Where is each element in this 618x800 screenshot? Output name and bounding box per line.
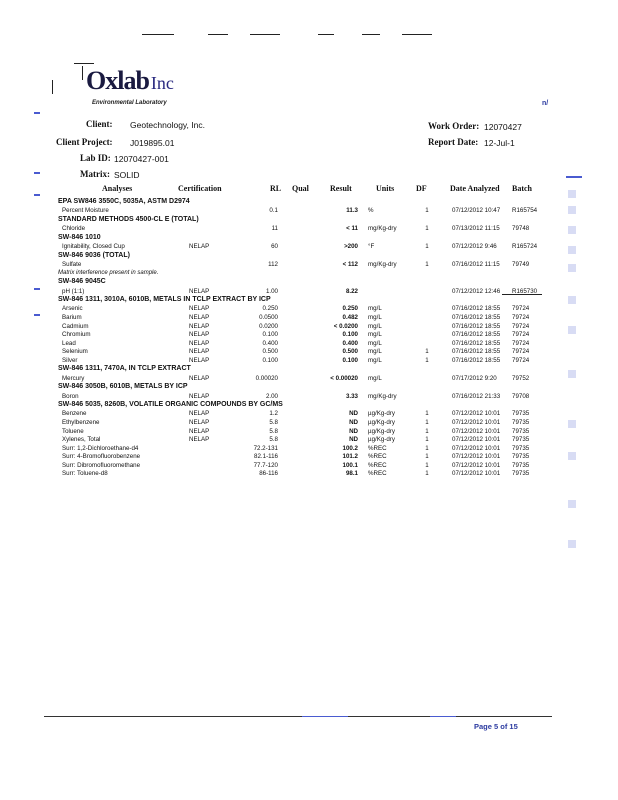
result-value: 0.100 — [342, 356, 358, 364]
dilution-factor: 1 — [425, 356, 429, 364]
section-title: SW-846 1010 — [58, 233, 101, 241]
labid-label: Lab ID: — [80, 153, 111, 163]
reportdate-value: 12-Jul-1 — [484, 138, 515, 148]
units: mg/L — [368, 305, 382, 313]
col-certification: Certification — [178, 184, 222, 193]
analyte-name: Arsenic — [62, 305, 83, 313]
date-analyzed: 07/12/2012 10:01 — [452, 427, 501, 435]
section-title: SW-846 1311, 3010A, 6010B, METALS IN TCLP EXTRACT BY ICP — [58, 296, 271, 304]
units: %REC — [368, 453, 387, 461]
col-qual: Qual — [292, 184, 309, 193]
reporting-limit: 0.100 — [262, 356, 278, 364]
units: mg/Kg-dry — [368, 392, 397, 400]
certification: NELAP — [189, 418, 210, 426]
units: %REC — [368, 461, 387, 469]
date-analyzed: 07/12/2012 10:01 — [452, 410, 501, 418]
client-label: Client: — [86, 119, 113, 129]
result-value: 0.400 — [342, 339, 358, 347]
certification: NELAP — [189, 374, 210, 382]
analyte-name: Barium — [62, 313, 82, 321]
date-analyzed: 07/17/2012 9:20 — [452, 374, 497, 382]
analyte-name: Selenium — [62, 348, 88, 356]
reporting-limit: 72.2-131 — [253, 444, 278, 452]
result-value: 8.22 — [345, 287, 358, 295]
reporting-limit: 0.0200 — [259, 322, 278, 330]
section-title: SW-846 9045C — [58, 278, 106, 286]
date-analyzed: 07/16/2012 18:55 — [452, 305, 501, 313]
certification: NELAP — [189, 339, 210, 347]
reporting-limit: 5.8 — [269, 436, 278, 444]
analyte-name: Ignitability, Closed Cup — [62, 243, 125, 251]
certification: NELAP — [189, 287, 210, 295]
section-title: SW-846 3050B, 6010B, METALS BY ICP — [58, 383, 188, 391]
reporting-limit: 0.250 — [262, 305, 278, 313]
result-value: 101.2 — [342, 453, 358, 461]
analyte-name: Surr: Toluene-d8 — [62, 470, 108, 478]
analyte-name: Percent Moisture — [62, 207, 109, 215]
units: mg/L — [368, 356, 382, 364]
dilution-factor: 1 — [425, 436, 429, 444]
units: mg/L — [368, 331, 382, 339]
analyte-name: Sulfate — [62, 261, 82, 269]
result-value: 100.1 — [342, 461, 358, 469]
client-value: Geotechnology, Inc. — [130, 120, 205, 130]
section-title: EPA SW846 3550C, 5035A, ASTM D2974 — [58, 198, 190, 205]
date-analyzed: 07/16/2012 18:55 — [452, 331, 501, 339]
batch-id: 79724 — [512, 339, 530, 347]
dilution-factor: 1 — [425, 427, 429, 435]
batch-id: 79724 — [512, 305, 530, 313]
result-value: < 11 — [346, 225, 358, 233]
reporting-limit: 1.00 — [265, 287, 278, 295]
units: mg/L — [368, 313, 382, 321]
certification: NELAP — [189, 305, 210, 313]
reporting-limit: 0.400 — [262, 339, 278, 347]
batch-id: 79752 — [512, 374, 530, 382]
date-analyzed: 07/16/2012 18:55 — [452, 313, 501, 321]
batch-id: 79735 — [512, 427, 530, 435]
batch-id: 79748 — [512, 225, 530, 233]
date-analyzed: 07/16/2012 18:55 — [452, 322, 501, 330]
reporting-limit: 0.00020 — [255, 374, 278, 382]
analyte-name: Ethylbenzene — [62, 418, 100, 426]
units: mg/Kg-dry — [368, 261, 397, 269]
reporting-limit: 0.100 — [262, 331, 278, 339]
batch-id: 79735 — [512, 444, 530, 452]
section-note: Matrix interference present in sample. — [58, 269, 159, 276]
batch-id: 79735 — [512, 453, 530, 461]
batch-id: 79735 — [512, 410, 530, 418]
certification: NELAP — [189, 427, 210, 435]
date-analyzed: 07/12/2012 9:46 — [452, 243, 497, 251]
date-analyzed: 07/12/2012 10:01 — [452, 453, 501, 461]
col-analyses: Analyses — [102, 184, 133, 193]
reporting-limit: 5.8 — [269, 418, 278, 426]
certification: NELAP — [189, 322, 210, 330]
units: °F — [368, 243, 375, 251]
date-analyzed: 07/12/2012 10:47 — [452, 207, 501, 215]
analyte-name: Benzene — [62, 410, 87, 418]
batch-id: 79708 — [512, 392, 530, 400]
logo-text: Oxlab — [86, 66, 149, 95]
analyte-name: Chloride — [62, 225, 86, 233]
analyte-name: Toluene — [62, 427, 84, 435]
date-analyzed: 07/12/2012 10:01 — [452, 461, 501, 469]
dilution-factor: 1 — [425, 410, 429, 418]
date-analyzed: 07/16/2012 18:55 — [452, 339, 501, 347]
units: mg/L — [368, 322, 382, 330]
analyte-name: Surr: 1,2-Dichloroethane-d4 — [62, 444, 139, 452]
batch-id: 79735 — [512, 470, 530, 478]
batch-id: R165724 — [512, 243, 538, 251]
analyte-name: Chromium — [62, 331, 91, 339]
reporting-limit: 112 — [268, 261, 278, 269]
logo-suffix: Inc — [150, 73, 174, 93]
units: mg/L — [368, 374, 382, 382]
units: µg/Kg-dry — [368, 427, 395, 435]
analyte-name: Lead — [62, 339, 76, 347]
result-value: 11.3 — [346, 207, 358, 215]
analyte-name: Surr: 4-Bromofluorobenzene — [62, 453, 141, 461]
reporting-limit: 5.8 — [269, 427, 278, 435]
dilution-factor: 1 — [425, 243, 429, 251]
reporting-limit: 86-116 — [259, 470, 278, 478]
result-value: ND — [349, 410, 358, 418]
date-analyzed: 07/12/2012 12:46 — [452, 287, 501, 295]
analyte-name: Cadmium — [62, 322, 89, 330]
labid-value: 12070427-001 — [114, 154, 169, 164]
col-df: DF — [416, 184, 427, 193]
section-title: SW-846 1311, 7470A, IN TCLP EXTRACT — [58, 365, 191, 373]
units: µg/Kg-dry — [368, 418, 395, 426]
col-result: Result — [330, 184, 352, 193]
reporting-limit: 0.500 — [262, 348, 278, 356]
batch-id: 79724 — [512, 322, 530, 330]
dilution-factor: 1 — [425, 470, 429, 478]
units: mg/Kg-dry — [368, 225, 397, 233]
batch-id: 79735 — [512, 436, 530, 444]
date-analyzed: 07/16/2012 18:55 — [452, 356, 501, 364]
matrix-value: SOLID — [114, 170, 140, 180]
certification: NELAP — [189, 331, 210, 339]
batch-id: R165754 — [512, 207, 538, 215]
units: µg/Kg-dry — [368, 410, 395, 418]
workorder-label: Work Order: — [428, 121, 480, 131]
project-label: Client Project: — [56, 137, 113, 147]
units: mg/L — [368, 348, 382, 356]
result-value: ND — [349, 427, 358, 435]
date-analyzed: 07/12/2012 10:01 — [452, 444, 501, 452]
reporting-limit: 77.7-120 — [253, 461, 278, 469]
units: %REC — [368, 470, 387, 478]
page-number: Page 5 of 15 — [474, 722, 518, 731]
reporting-limit: 1.2 — [269, 410, 278, 418]
certification: NELAP — [189, 436, 210, 444]
reporting-limit: 0.0500 — [259, 313, 278, 321]
dilution-factor: 1 — [425, 225, 429, 233]
project-value: J019895.01 — [130, 138, 175, 148]
analyte-name: pH (1:1) — [62, 287, 85, 295]
reportdate-label: Report Date: — [428, 137, 479, 147]
edge-mark: n/ — [542, 100, 549, 107]
batch-id: 79735 — [512, 461, 530, 469]
date-analyzed: 07/12/2012 10:01 — [452, 436, 501, 444]
date-analyzed: 07/13/2012 11:15 — [452, 225, 500, 233]
col-units: Units — [376, 184, 395, 193]
batch-id: R165730 — [512, 287, 538, 295]
analyte-name: Surr: Dibromofluoromethane — [62, 461, 141, 469]
reporting-limit: 11 — [271, 225, 278, 233]
certification: NELAP — [189, 313, 210, 321]
units: % — [368, 207, 374, 215]
col-date-analyzed: Date Analyzed — [450, 184, 500, 193]
section-title: STANDARD METHODS 4500-CL E (TOTAL) — [58, 215, 199, 223]
result-value: < 0.00020 — [330, 374, 358, 382]
date-analyzed: 07/12/2012 10:01 — [452, 418, 501, 426]
company-tagline: Environmental Laboratory — [92, 100, 167, 106]
batch-id: 79749 — [512, 261, 530, 269]
dilution-factor: 1 — [425, 261, 429, 269]
certification: NELAP — [189, 348, 210, 356]
dilution-factor: 1 — [425, 461, 429, 469]
result-value: < 0.0200 — [333, 322, 358, 330]
units: µg/Kg-dry — [368, 436, 395, 444]
certification: NELAP — [189, 243, 210, 251]
result-value: 98.1 — [345, 470, 358, 478]
batch-id: 79735 — [512, 418, 530, 426]
units: mg/L — [368, 339, 382, 347]
analyte-name: Silver — [62, 356, 78, 364]
batch-id: 79724 — [512, 348, 530, 356]
col-rl: RL — [270, 184, 282, 193]
batch-id: 79724 — [512, 313, 530, 321]
certification: NELAP — [189, 356, 210, 364]
result-value: 0.500 — [342, 348, 358, 356]
result-value: 100.2 — [342, 444, 358, 452]
date-analyzed: 07/16/2012 18:55 — [452, 348, 501, 356]
dilution-factor: 1 — [425, 348, 429, 356]
dilution-factor: 1 — [425, 444, 429, 452]
workorder-value: 12070427 — [484, 122, 522, 132]
analyte-name: Boron — [62, 392, 79, 400]
reporting-limit: 60 — [271, 243, 278, 251]
matrix-label: Matrix: — [80, 169, 110, 179]
batch-id: 79724 — [512, 331, 530, 339]
section-title: SW-846 9036 (TOTAL) — [58, 251, 130, 259]
reporting-limit: 82.1-116 — [254, 453, 278, 461]
result-value: >200 — [344, 243, 358, 251]
dilution-factor: 1 — [425, 207, 429, 215]
reporting-limit: 2.00 — [265, 392, 278, 400]
certification: NELAP — [189, 392, 210, 400]
result-value: ND — [349, 436, 358, 444]
dilution-factor: 1 — [425, 418, 429, 426]
col-batch: Batch — [512, 184, 532, 193]
company-logo — [86, 66, 174, 96]
batch-id: 79724 — [512, 356, 530, 364]
result-value: 3.33 — [345, 392, 358, 400]
dilution-factor: 1 — [425, 453, 429, 461]
section-title: SW-846 5035, 8260B, VOLATILE ORGANIC COMPOUNDS BY GC/MS — [58, 401, 283, 409]
date-analyzed: 07/16/2012 11:15 — [452, 261, 500, 269]
analyte-name: Xylenes, Total — [62, 436, 101, 444]
reporting-limit: 0.1 — [269, 207, 278, 215]
units: %REC — [368, 444, 387, 452]
certification: NELAP — [189, 410, 210, 418]
result-value: 0.482 — [342, 313, 358, 321]
result-value: 0.250 — [342, 305, 358, 313]
result-value: < 112 — [342, 261, 358, 269]
date-analyzed: 07/12/2012 10:01 — [452, 470, 501, 478]
result-value: 0.100 — [342, 331, 358, 339]
result-value: ND — [349, 418, 358, 426]
analyte-name: Mercury — [62, 374, 85, 382]
date-analyzed: 07/16/2012 21:33 — [452, 392, 501, 400]
